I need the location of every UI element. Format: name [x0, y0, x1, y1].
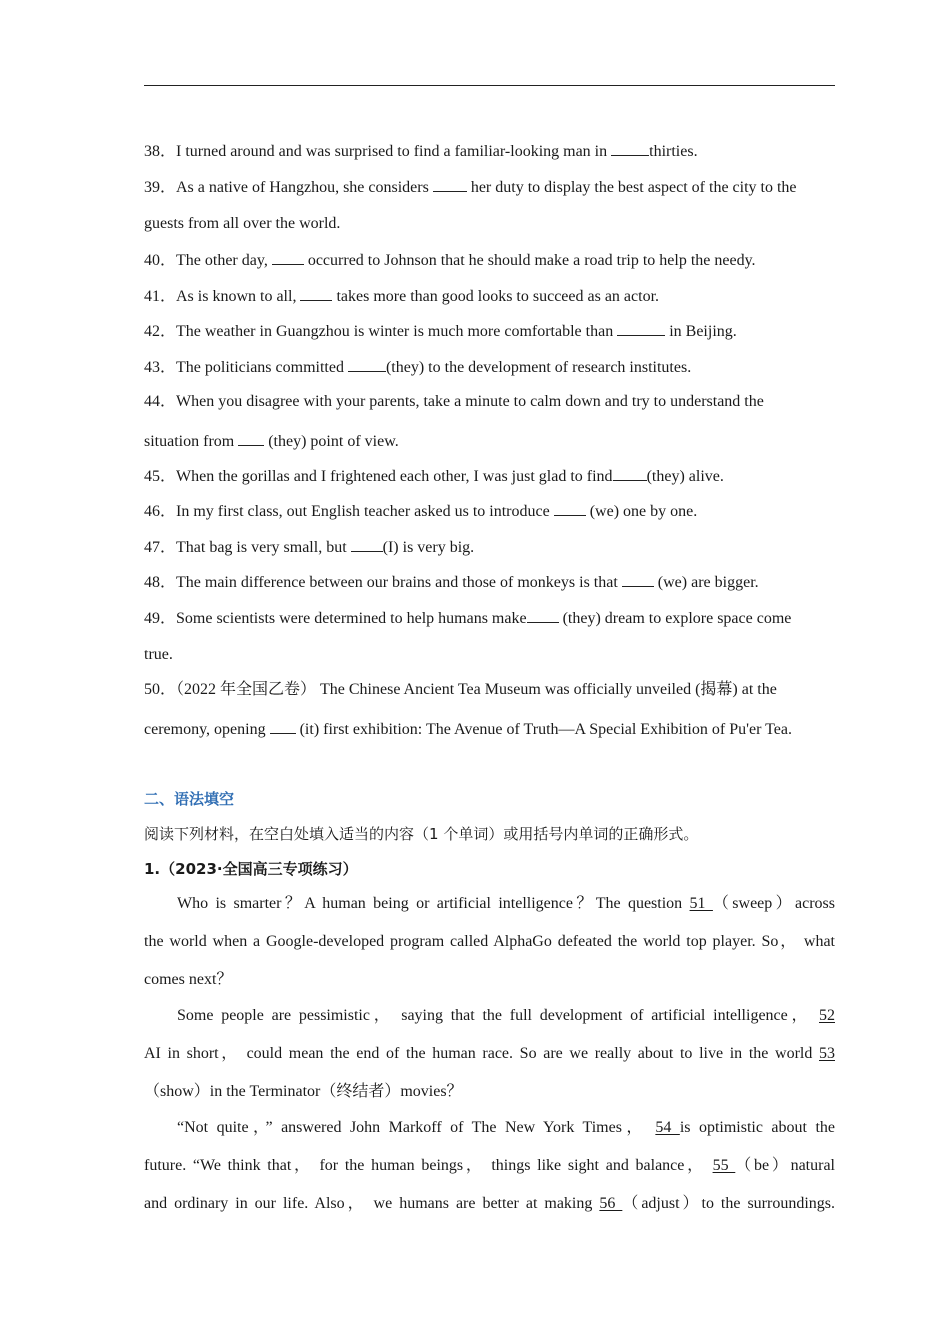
answer-blank[interactable]: [613, 465, 647, 481]
header-rule: [144, 85, 835, 86]
question-41: 41．As is known to all, takes more than good looks to succeed as an actor.: [144, 285, 835, 307]
question-45: 45．When the gorillas and I frightened each other, I was just glad to find (they) alive.: [144, 465, 835, 487]
passage-p1-line1: Who is smarter？A human being or artificial intelligence？The question 51 （sweep）across: [177, 895, 835, 912]
question-38: 38．I turned around and was surprised to find a familiar-looking man in thirties.: [144, 140, 835, 162]
blank-52[interactable]: 52: [819, 1007, 835, 1024]
blank-54[interactable]: 54: [655, 1119, 680, 1136]
passage-p2-line1: Some people are pessimistic， saying that the full development of artificial intelligence， 52: [177, 1007, 835, 1024]
answer-blank[interactable]: [272, 249, 304, 265]
answer-blank[interactable]: [238, 430, 264, 446]
question-43: 43．The politicians committed (they) to the development of research institutes.: [144, 356, 835, 378]
question-50: 50．（2022 年全国乙卷） The Chinese Ancient Tea Museum was officially unveiled (揭幕) at the: [144, 681, 777, 698]
blank-53[interactable]: 53: [819, 1045, 835, 1062]
answer-blank[interactable]: [611, 140, 649, 156]
section-title: 二、语法填空: [144, 790, 235, 808]
answer-blank[interactable]: [270, 718, 296, 734]
question-44-continued: situation from (they) point of view.: [144, 430, 835, 452]
passage-p3-line1: “Not quite，” answered John Markoff of The New York Times， 54 is optimistic about the: [177, 1119, 835, 1136]
answer-blank[interactable]: [554, 500, 586, 516]
passage-p2-line2: AI in short， could mean the end of the human race. So are we really about to live in the world 53: [144, 1045, 835, 1062]
answer-blank[interactable]: [617, 320, 665, 336]
question-49: 49．Some scientists were determined to help humans make (they) dream to explore space come: [144, 607, 835, 629]
question-49-continued: true.: [144, 646, 173, 663]
answer-blank[interactable]: [527, 607, 559, 623]
passage-p2-line3: （show）in the Terminator（终结者）movies？: [144, 1083, 463, 1100]
passage-heading: 1.（2023·全国高三专项练习）: [144, 860, 358, 878]
blank-51[interactable]: 51: [689, 895, 713, 912]
question-39-continued: guests from all over the world.: [144, 215, 341, 232]
answer-blank[interactable]: [622, 571, 654, 587]
answer-blank[interactable]: [348, 356, 386, 372]
passage-p1-line2: the world when a Google-developed program called AlphaGo defeated the world top player. So， what: [144, 933, 835, 950]
passage-p3-line2: future. “We think that， for the human beings， things like sight and balance， 55 （be）natural: [144, 1157, 835, 1174]
question-50-continued: ceremony, opening (it) first exhibition: The Avenue of Truth—A Special Exhibition of Pu'er Tea.: [144, 718, 835, 740]
question-48: 48．The main difference between our brains and those of monkeys is that (we) are bigger.: [144, 571, 835, 593]
blank-56[interactable]: 56: [599, 1195, 623, 1212]
question-42: 42．The weather in Guangzhou is winter is much more comfortable than in Beijing.: [144, 320, 835, 342]
section-instruction: 阅读下列材料，在空白处填入适当的内容（1 个单词）或用括号内单词的正确形式。: [144, 825, 699, 843]
question-44: 44．When you disagree with your parents, take a minute to calm down and try to understand the: [144, 393, 764, 410]
question-46: 46．In my first class, out English teacher asked us to introduce (we) one by one.: [144, 500, 835, 522]
blank-55[interactable]: 55: [712, 1157, 736, 1174]
passage-p1-line3: comes next？: [144, 971, 233, 988]
question-47: 47．That bag is very small, but (I) is very big.: [144, 536, 835, 558]
question-40: 40．The other day, occurred to Johnson that he should make a road trip to help the needy.: [144, 249, 835, 271]
answer-blank[interactable]: [351, 536, 383, 552]
answer-blank[interactable]: [300, 285, 332, 301]
answer-blank[interactable]: [433, 176, 467, 192]
passage-p3-line3: and ordinary in our life. Also， we humans are better at making 56 （adjust）to the surroundings.: [144, 1195, 835, 1212]
question-39: 39．As a native of Hangzhou, she considers her duty to display the best aspect of the city to the: [144, 176, 835, 198]
